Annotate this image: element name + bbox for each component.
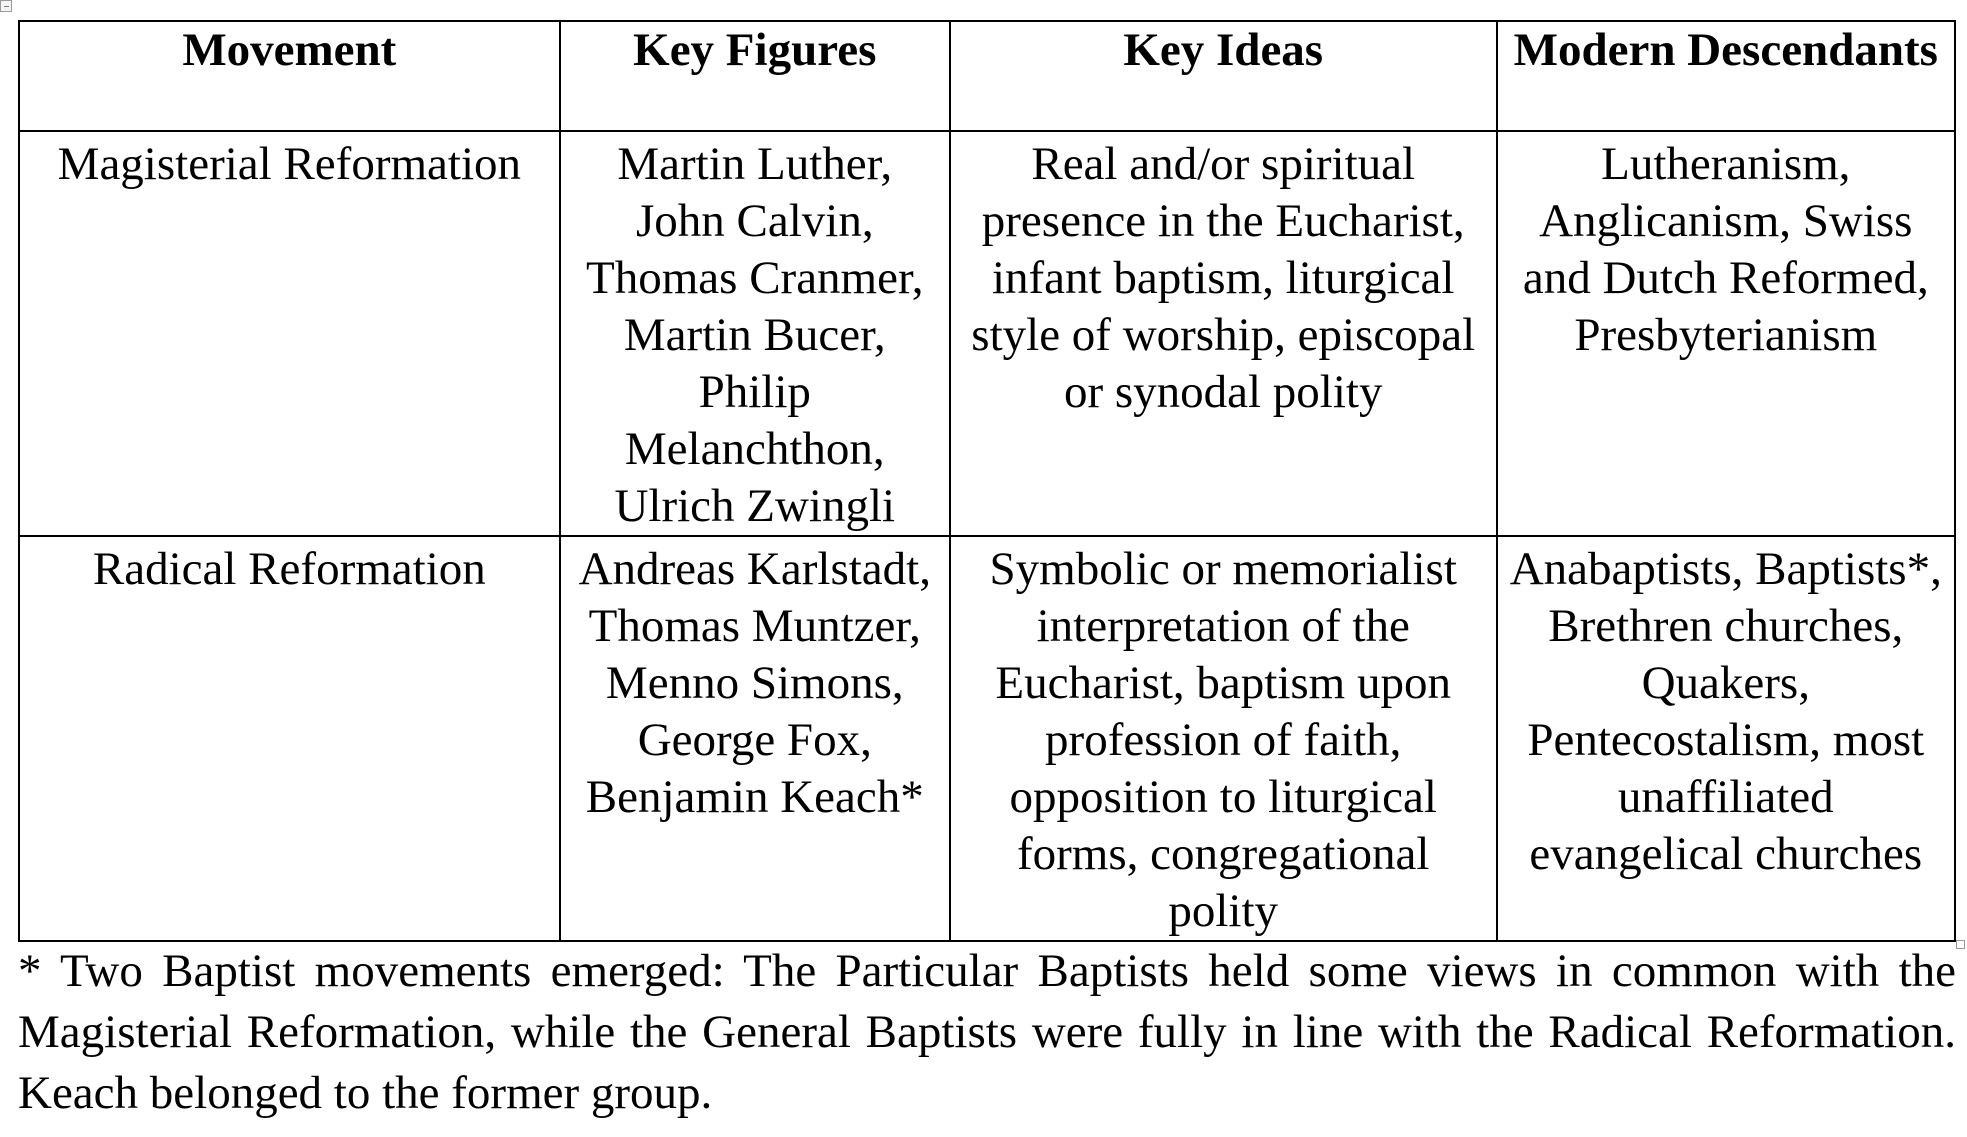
table-row: [19, 536, 1955, 941]
cell-key-ideas[interactable]: Real and/or spiritual presence in the Eucharist, infant baptism, liturgical style of worship, episcopal or synodal polity: [950, 131, 1497, 536]
cell-key-ideas[interactable]: Symbolic or memorialist interpretation of the Eucharist, baptism upon profession of faith, opposition to liturgical forms, congregational polity: [950, 536, 1497, 941]
cell-key-figures[interactable]: Martin Luther, John Calvin, Thomas Cranmer, Martin Bucer, Philip Melanchthon, Ulrich Zwingli: [560, 131, 950, 536]
table-move-handle[interactable]: [0, 0, 12, 12]
cell-movement[interactable]: Radical Reformation: [19, 536, 560, 941]
table-row: [19, 131, 1955, 536]
header-modern-descendants[interactable]: Modern Descendants: [1497, 21, 1955, 131]
header-movement[interactable]: Movement: [19, 21, 560, 131]
table-header-row: [19, 21, 1955, 131]
footnote-text[interactable]: * Two Baptist movements emerged: The Particular Baptists held some views in common with the Magisterial Reformation, while the General Baptists were fully in line with the Radical Reformation. Keach belonged to the former group.: [18, 945, 1956, 1119]
reformation-comparison-table: [18, 20, 1956, 942]
table-resize-handle[interactable]: [1956, 940, 1965, 949]
cell-key-figures[interactable]: Andreas Karlstadt, Thomas Muntzer, Menno Simons, George Fox, Benjamin Keach*: [560, 536, 950, 941]
cell-modern-descendants[interactable]: Anabaptists, Baptists*, Brethren churches, Quakers, Pentecostalism, most unaffiliated evangelical churches: [1497, 536, 1955, 941]
header-key-figures[interactable]: Key Figures: [560, 21, 950, 131]
header-key-ideas[interactable]: Key Ideas: [950, 21, 1497, 131]
cell-modern-descendants[interactable]: Lutheranism, Anglicanism, Swiss and Dutch Reformed, Presbyterianism: [1497, 131, 1955, 536]
cell-movement[interactable]: Magisterial Reformation: [19, 131, 560, 536]
